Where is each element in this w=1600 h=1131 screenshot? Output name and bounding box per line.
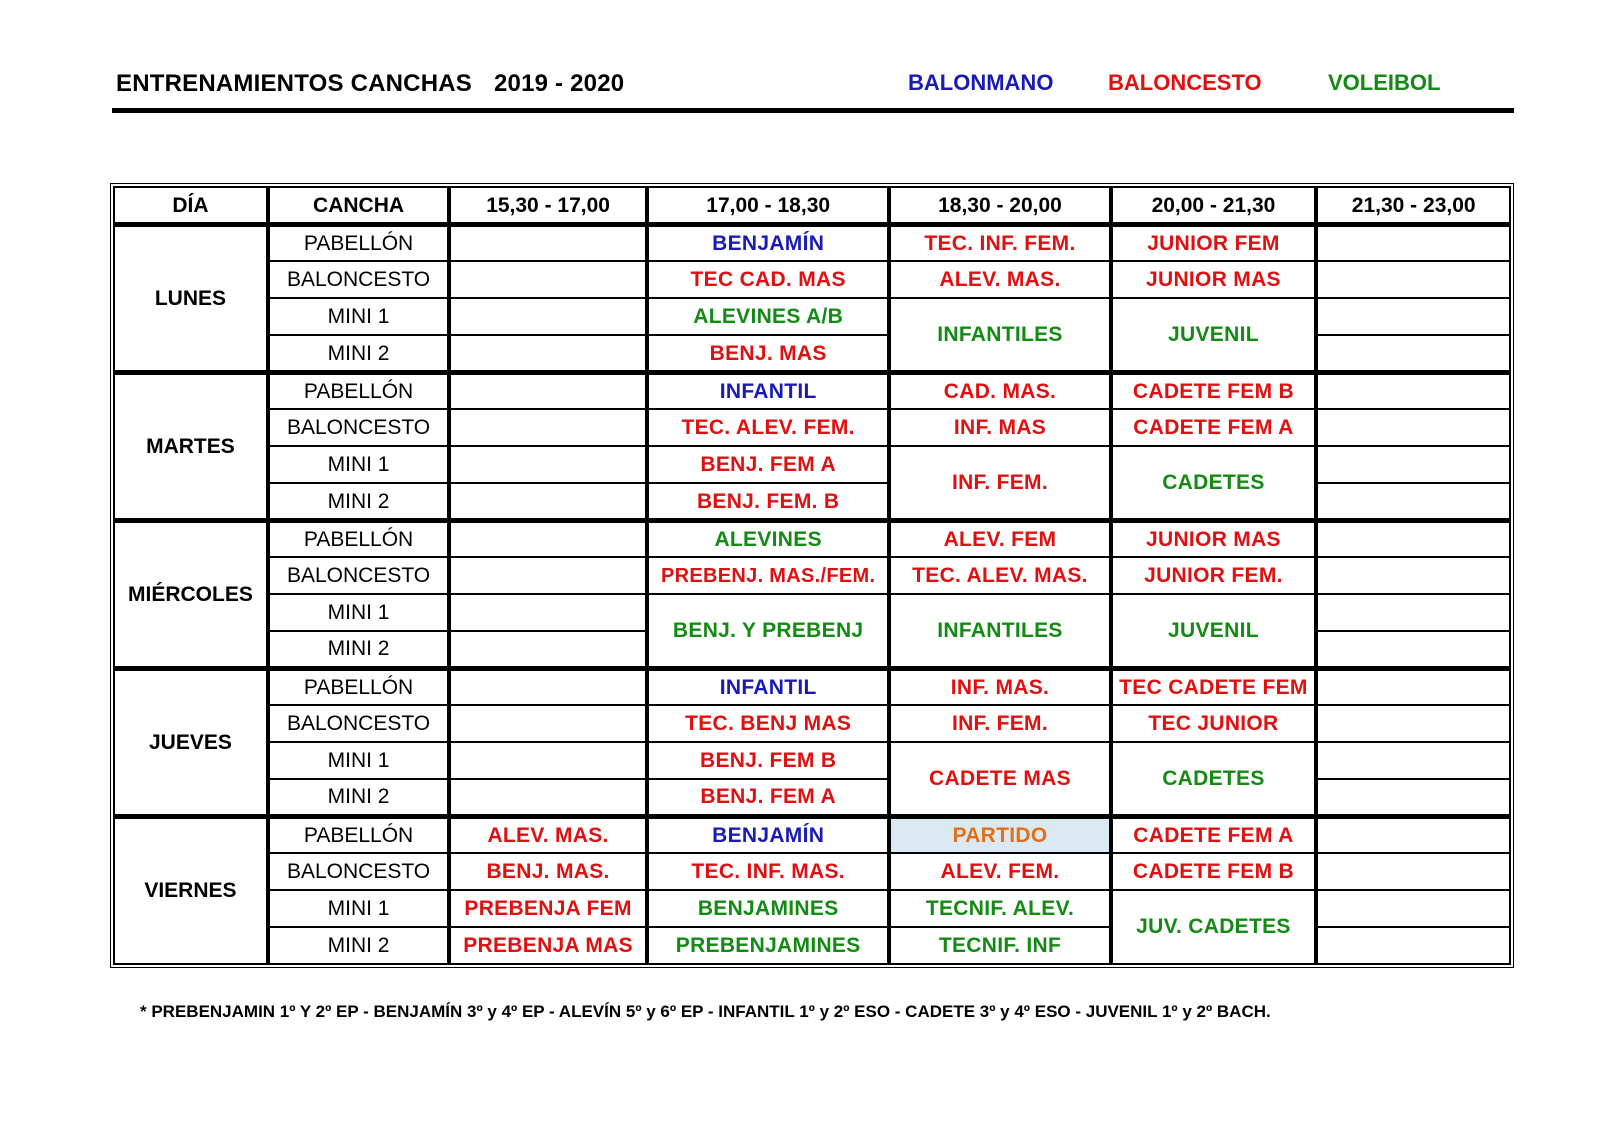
session-cell: ALEV. MAS. (449, 816, 647, 853)
empty-cell (1316, 520, 1510, 557)
court-pabellon: PABELLÓN (268, 668, 449, 705)
session-cell: ALEV. FEM. (889, 853, 1110, 890)
session-cell: CADETES (1111, 446, 1317, 520)
session-cell: INFANTIL (647, 372, 890, 409)
session-cell: INFANTILES (889, 298, 1110, 372)
empty-cell (1316, 298, 1510, 335)
court-mini-2: MINI 2 (268, 779, 449, 816)
table-row (114, 816, 1510, 853)
table-row (114, 557, 1510, 594)
empty-cell (1316, 816, 1510, 853)
session-cell: JUNIOR MAS (1111, 261, 1317, 298)
session-cell: BENJAMÍN (647, 816, 890, 853)
empty-cell (449, 409, 647, 446)
empty-cell (449, 225, 647, 262)
court-baloncesto: BALONCESTO (268, 409, 449, 446)
session-cell: ALEV. MAS. (889, 261, 1110, 298)
table-row (114, 225, 1510, 262)
court-mini-2: MINI 2 (268, 631, 449, 668)
session-cell: ALEV. FEM (889, 520, 1110, 557)
table-row (114, 668, 1510, 705)
empty-cell (449, 594, 647, 631)
session-cell: CADETES (1111, 742, 1317, 816)
table-row (114, 372, 1510, 409)
court-pabellon: PABELLÓN (268, 816, 449, 853)
empty-cell (1316, 705, 1510, 742)
table-row (114, 520, 1510, 557)
empty-cell (1316, 446, 1510, 483)
table-row (114, 705, 1510, 742)
day-label: VIERNES (114, 816, 268, 964)
schedule-body (114, 225, 1510, 965)
empty-cell (1316, 335, 1510, 372)
column-header-cancha: CANCHA (268, 187, 449, 225)
empty-cell (1316, 225, 1510, 262)
session-cell: INFANTIL (647, 668, 890, 705)
session-cell: BENJAMÍN (647, 225, 890, 262)
schedule-table-frame (110, 183, 1514, 968)
empty-cell (1316, 409, 1510, 446)
table-row (114, 890, 1510, 927)
empty-cell (1316, 594, 1510, 631)
session-cell: BENJ. FEM A (647, 446, 890, 483)
legend-balonmano: BALONMANO (908, 70, 1054, 95)
footnote: * PREBENJAMIN 1º Y 2º EP - BENJAMÍN 3º y 4º EP - ALEVÍN 5º y 6º EP - INFANTIL 1º y 2º ESO - CADETE 3º y 4º ESO - JUVENIL 1º y 2º BACH. (140, 1002, 1271, 1021)
session-cell: TEC. INF. FEM. (889, 225, 1110, 262)
header-divider (112, 108, 1514, 113)
empty-cell (449, 298, 647, 335)
empty-cell (449, 372, 647, 409)
session-cell: ALEVINES A/B (647, 298, 890, 335)
session-cell: INF. MAS. (889, 668, 1110, 705)
session-cell: PREBENJA FEM (449, 890, 647, 927)
session-cell: TEC. BENJ MAS (647, 705, 890, 742)
session-cell: INFANTILES (889, 594, 1110, 668)
session-cell: TEC JUNIOR (1111, 705, 1317, 742)
session-cell: BENJ. MAS (647, 335, 890, 372)
session-cell: BENJ. FEM A (647, 779, 890, 816)
table-row (114, 298, 1510, 335)
session-cell: INF. MAS (889, 409, 1110, 446)
court-pabellon: PABELLÓN (268, 225, 449, 262)
table-row (114, 409, 1510, 446)
title-text: ENTRENAMIENTOS CANCHAS (116, 70, 472, 97)
court-mini-2: MINI 2 (268, 483, 449, 520)
session-cell: BENJ. FEM. B (647, 483, 890, 520)
column-header-dia: DÍA (114, 187, 268, 225)
empty-cell (1316, 668, 1510, 705)
table-row (114, 446, 1510, 483)
session-cell: JUNIOR FEM (1111, 225, 1317, 262)
court-mini-1: MINI 1 (268, 890, 449, 927)
session-cell: JUNIOR MAS (1111, 520, 1317, 557)
court-mini-2: MINI 2 (268, 927, 449, 964)
session-cell: JUVENIL (1111, 594, 1317, 668)
empty-cell (449, 557, 647, 594)
empty-cell (449, 483, 647, 520)
empty-cell (449, 335, 647, 372)
empty-cell (1316, 853, 1510, 890)
empty-cell (449, 705, 647, 742)
court-mini-1: MINI 1 (268, 446, 449, 483)
court-mini-1: MINI 1 (268, 742, 449, 779)
empty-cell (1316, 927, 1510, 964)
column-header-slot-4: 20,00 - 21,30 (1111, 187, 1317, 225)
empty-cell (449, 446, 647, 483)
court-mini-2: MINI 2 (268, 335, 449, 372)
court-baloncesto: BALONCESTO (268, 261, 449, 298)
session-cell: CADETE FEM A (1111, 816, 1317, 853)
session-cell: BENJ. FEM B (647, 742, 890, 779)
court-baloncesto: BALONCESTO (268, 557, 449, 594)
session-cell: INF. FEM. (889, 705, 1110, 742)
session-cell: BENJ. Y PREBENJ (647, 594, 890, 668)
session-cell: TEC CADETE FEM (1111, 668, 1317, 705)
session-cell: JUVENIL (1111, 298, 1317, 372)
empty-cell (449, 779, 647, 816)
session-cell: PREBENJAMINES (647, 927, 890, 964)
legend-baloncesto: BALONCESTO (1108, 70, 1262, 95)
empty-cell (1316, 372, 1510, 409)
empty-cell (1316, 483, 1510, 520)
column-header-slot-2: 17,00 - 18,30 (647, 187, 890, 225)
session-cell: ALEVINES (647, 520, 890, 557)
session-cell: BENJAMINES (647, 890, 890, 927)
court-pabellon: PABELLÓN (268, 372, 449, 409)
day-label: LUNES (114, 225, 268, 373)
empty-cell (1316, 557, 1510, 594)
session-cell: JUV. CADETES (1111, 890, 1317, 964)
session-cell: TEC. ALEV. MAS. (889, 557, 1110, 594)
session-cell: BENJ. MAS. (449, 853, 647, 890)
empty-cell (449, 631, 647, 668)
day-label: MIÉRCOLES (114, 520, 268, 668)
empty-cell (449, 520, 647, 557)
session-cell: CADETE FEM A (1111, 409, 1317, 446)
session-cell: INF. FEM. (889, 446, 1110, 520)
empty-cell (1316, 261, 1510, 298)
empty-cell (1316, 890, 1510, 927)
session-cell: JUNIOR FEM. (1111, 557, 1317, 594)
table-row (114, 742, 1510, 779)
empty-cell (1316, 631, 1510, 668)
court-pabellon: PABELLÓN (268, 520, 449, 557)
session-cell: TEC. INF. MAS. (647, 853, 890, 890)
court-baloncesto: BALONCESTO (268, 853, 449, 890)
session-cell: TECNIF. ALEV. (889, 890, 1110, 927)
legend-voleibol: VOLEIBOL (1328, 70, 1441, 95)
session-cell: TECNIF. INF (889, 927, 1110, 964)
session-cell: CADETE FEM B (1111, 853, 1317, 890)
season-label: 2019 - 2020 (493, 70, 625, 97)
column-header-slot-5: 21,30 - 23,00 (1316, 187, 1510, 225)
court-mini-1: MINI 1 (268, 594, 449, 631)
court-mini-1: MINI 1 (268, 298, 449, 335)
court-baloncesto: BALONCESTO (268, 705, 449, 742)
session-cell: PREBENJA MAS (449, 927, 647, 964)
table-row (114, 853, 1510, 890)
table-row (114, 261, 1510, 298)
session-cell: PARTIDO (889, 816, 1110, 853)
empty-cell (449, 261, 647, 298)
empty-cell (449, 742, 647, 779)
day-label: MARTES (114, 372, 268, 520)
session-cell: TEC. ALEV. FEM. (647, 409, 890, 446)
page-header (116, 66, 1516, 106)
day-label: JUEVES (114, 668, 268, 816)
session-cell: TEC CAD. MAS (647, 261, 890, 298)
session-cell: CADETE FEM B (1111, 372, 1317, 409)
table-row (114, 594, 1510, 631)
header-row (114, 187, 1510, 225)
session-cell: PREBENJ. MAS./FEM. (647, 557, 890, 594)
page-title (116, 70, 624, 98)
schedule-table (113, 186, 1511, 965)
session-cell: CADETE MAS (889, 742, 1110, 816)
column-header-slot-1: 15,30 - 17,00 (449, 187, 647, 225)
empty-cell (1316, 779, 1510, 816)
column-header-slot-3: 18,30 - 20,00 (889, 187, 1110, 225)
empty-cell (449, 668, 647, 705)
empty-cell (1316, 742, 1510, 779)
session-cell: CAD. MAS. (889, 372, 1110, 409)
